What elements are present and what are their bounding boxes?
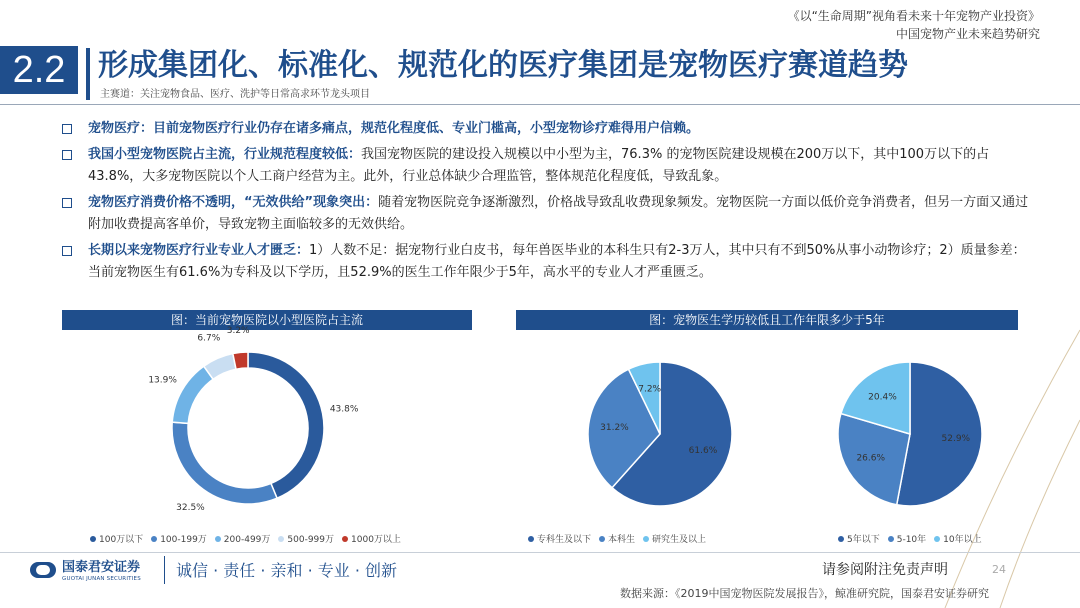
bullet-item [62, 192, 1032, 236]
bullet-square-icon [62, 246, 72, 256]
legend-item-1-1 [599, 532, 635, 545]
legend-label: 研究生及以上 [652, 535, 707, 545]
company-logo [30, 560, 160, 582]
legend-label: 500-999万 [287, 535, 335, 545]
legend-item-0-3 [278, 532, 334, 545]
legend-swatch-icon [278, 536, 284, 542]
chart-title-vet-education: 图：宠物医生学历较低且工作年限多少于5年 [516, 310, 1018, 330]
donut-chart-hospital-scale [62, 325, 472, 528]
legend-label: 5年以下 [847, 535, 880, 545]
data-label-2-1: 26.6% [856, 453, 886, 464]
legend-swatch-icon [643, 536, 649, 542]
report-subtitle: 中国宠物产业未来趋势研究 [895, 27, 1040, 41]
legend-label: 本科生 [608, 535, 636, 545]
legend-label: 5-10年 [896, 535, 927, 545]
data-label-2-2: 20.4% [868, 392, 897, 403]
legend-swatch-icon [215, 536, 221, 542]
legend-item-2-2 [934, 532, 981, 545]
bullet-square-icon [62, 198, 72, 208]
bullet-highlight: 我国小型宠物医院占主流，行业规范程度较低： [88, 147, 362, 162]
data-label-1-0: 61.6% [688, 445, 718, 456]
legend-item-0-2 [215, 532, 271, 545]
legend-label: 200-499万 [223, 535, 271, 545]
bullet-item [62, 240, 1032, 284]
legend-label: 专科生及以下 [537, 535, 592, 545]
data-label-1-1: 31.2% [600, 423, 629, 434]
legend-swatch-icon [151, 536, 157, 542]
data-label-0-1: 32.5% [176, 502, 205, 513]
logo-mark-icon [30, 562, 56, 578]
legend-label: 100-199万 [160, 535, 207, 545]
logo-name: 国泰君安证券 [62, 560, 141, 575]
legend-swatch-icon [934, 536, 940, 542]
bullet-item [62, 118, 1032, 140]
logo-english-name: GUOTAI JUNAN SECURITIES [62, 576, 141, 582]
track-note: 主赛道：关注宠物食品、医疗、洗护等日常高求环节龙头项目 [100, 89, 370, 100]
legend-hospital-scale [90, 532, 409, 545]
company-slogan: 诚信 · 责任 · 亲和 · 专业 · 创新 [176, 561, 398, 580]
data-label-2-0: 52.9% [941, 433, 971, 444]
page-title: 形成集团化、标准化、规范化的医疗集团是宠物医疗赛道趋势 [98, 48, 908, 83]
legend-item-0-1 [151, 532, 207, 545]
chart-title-hospital-scale: 图：当前宠物医院以小型医院占主流 [62, 310, 472, 330]
pie-chart-vet-education [540, 340, 790, 530]
footer-vertical-divider [164, 556, 165, 584]
pie-chart-work-years [800, 340, 1030, 530]
legend-swatch-icon [528, 536, 534, 542]
legend-vet-education [528, 532, 714, 545]
legend-item-2-1 [888, 532, 926, 545]
bullet-item [62, 144, 1032, 188]
section-rule [86, 48, 90, 100]
legend-item-1-2 [643, 532, 706, 545]
page-number: 24 [992, 563, 1006, 576]
data-label-1-2: 7.2% [638, 384, 662, 395]
legend-label: 1000万以上 [351, 535, 401, 545]
disclaimer-text: 请参阅附注免责声明 [822, 562, 948, 578]
legend-swatch-icon [90, 536, 96, 542]
legend-item-1-0 [528, 532, 591, 545]
pie-slice-0-1 [172, 422, 277, 504]
bullet-highlight: 宠物医疗：目前宠物医疗行业仍存在诸多痛点，规范化程度低、专业门槛高，小型宠物诊疗难得用户信赖。 [88, 121, 700, 136]
data-source: 数据来源：《2019中国宠物医院发展报告》，鲸准研究院，国泰君安证券研究 [620, 587, 989, 600]
legend-item-0-4 [342, 532, 401, 545]
pie-slice-0-4 [233, 352, 248, 369]
bullet-text: 1）人数不足：据宠物行业白皮书，每年兽医毕业的本科生只有2-3万人，其中只有不到50%从事小动物诊疗；2）质量参差：当前宠物医生有61.6%为专科及以下学历，且52.9%的医生工作年限少于5年，高水平的专业人才严重匮乏。 [88, 243, 1026, 280]
legend-swatch-icon [888, 536, 894, 542]
data-label-0-4: 3.2% [226, 325, 250, 336]
report-title: 《以“生命周期”视角看未来十年宠物产业投资》 [787, 9, 1040, 23]
pie-slice-0-0 [248, 352, 324, 498]
legend-work-years [838, 532, 990, 545]
section-number: 2.2 [0, 46, 78, 94]
header-divider [0, 104, 1080, 105]
pie-slice-0-2 [172, 366, 213, 423]
bullet-text: 随着宠物医院竞争逐渐激烈，价格战导致乱收费现象频发。宠物医院一方面以低价竞争消费者，但另一方面又通过附加收费提高客单价，导致宠物主面临较多的无效供给。 [88, 195, 1029, 232]
data-label-0-0: 43.8% [329, 404, 359, 415]
legend-swatch-icon [838, 536, 844, 542]
data-label-0-3: 6.7% [197, 333, 221, 344]
bullet-square-icon [62, 150, 72, 160]
bullet-text: 我国宠物医院的建设投入规模以中小型为主，76.3% 的宠物医院建设规模在200万以下，其中100万以下的占43.8%，大多宠物医院以个人工商户经营为主。此外，行业总体缺少合理监管，整体规范化程度低，导致乱象。 [88, 147, 990, 184]
legend-item-2-0 [838, 532, 880, 545]
bullet-list [62, 118, 1032, 288]
legend-item-0-0 [90, 532, 143, 545]
legend-swatch-icon [599, 536, 605, 542]
legend-label: 100万以下 [99, 535, 144, 545]
bullet-highlight: 长期以来宠物医疗行业专业人才匮乏： [88, 243, 310, 258]
legend-label: 10年以上 [943, 535, 982, 545]
legend-swatch-icon [342, 536, 348, 542]
data-label-0-2: 13.9% [148, 375, 177, 386]
footer-divider [0, 552, 1080, 553]
bullet-highlight: 宠物医疗消费价格不透明，“无效供给”现象突出： [88, 195, 379, 210]
bullet-square-icon [62, 124, 72, 134]
